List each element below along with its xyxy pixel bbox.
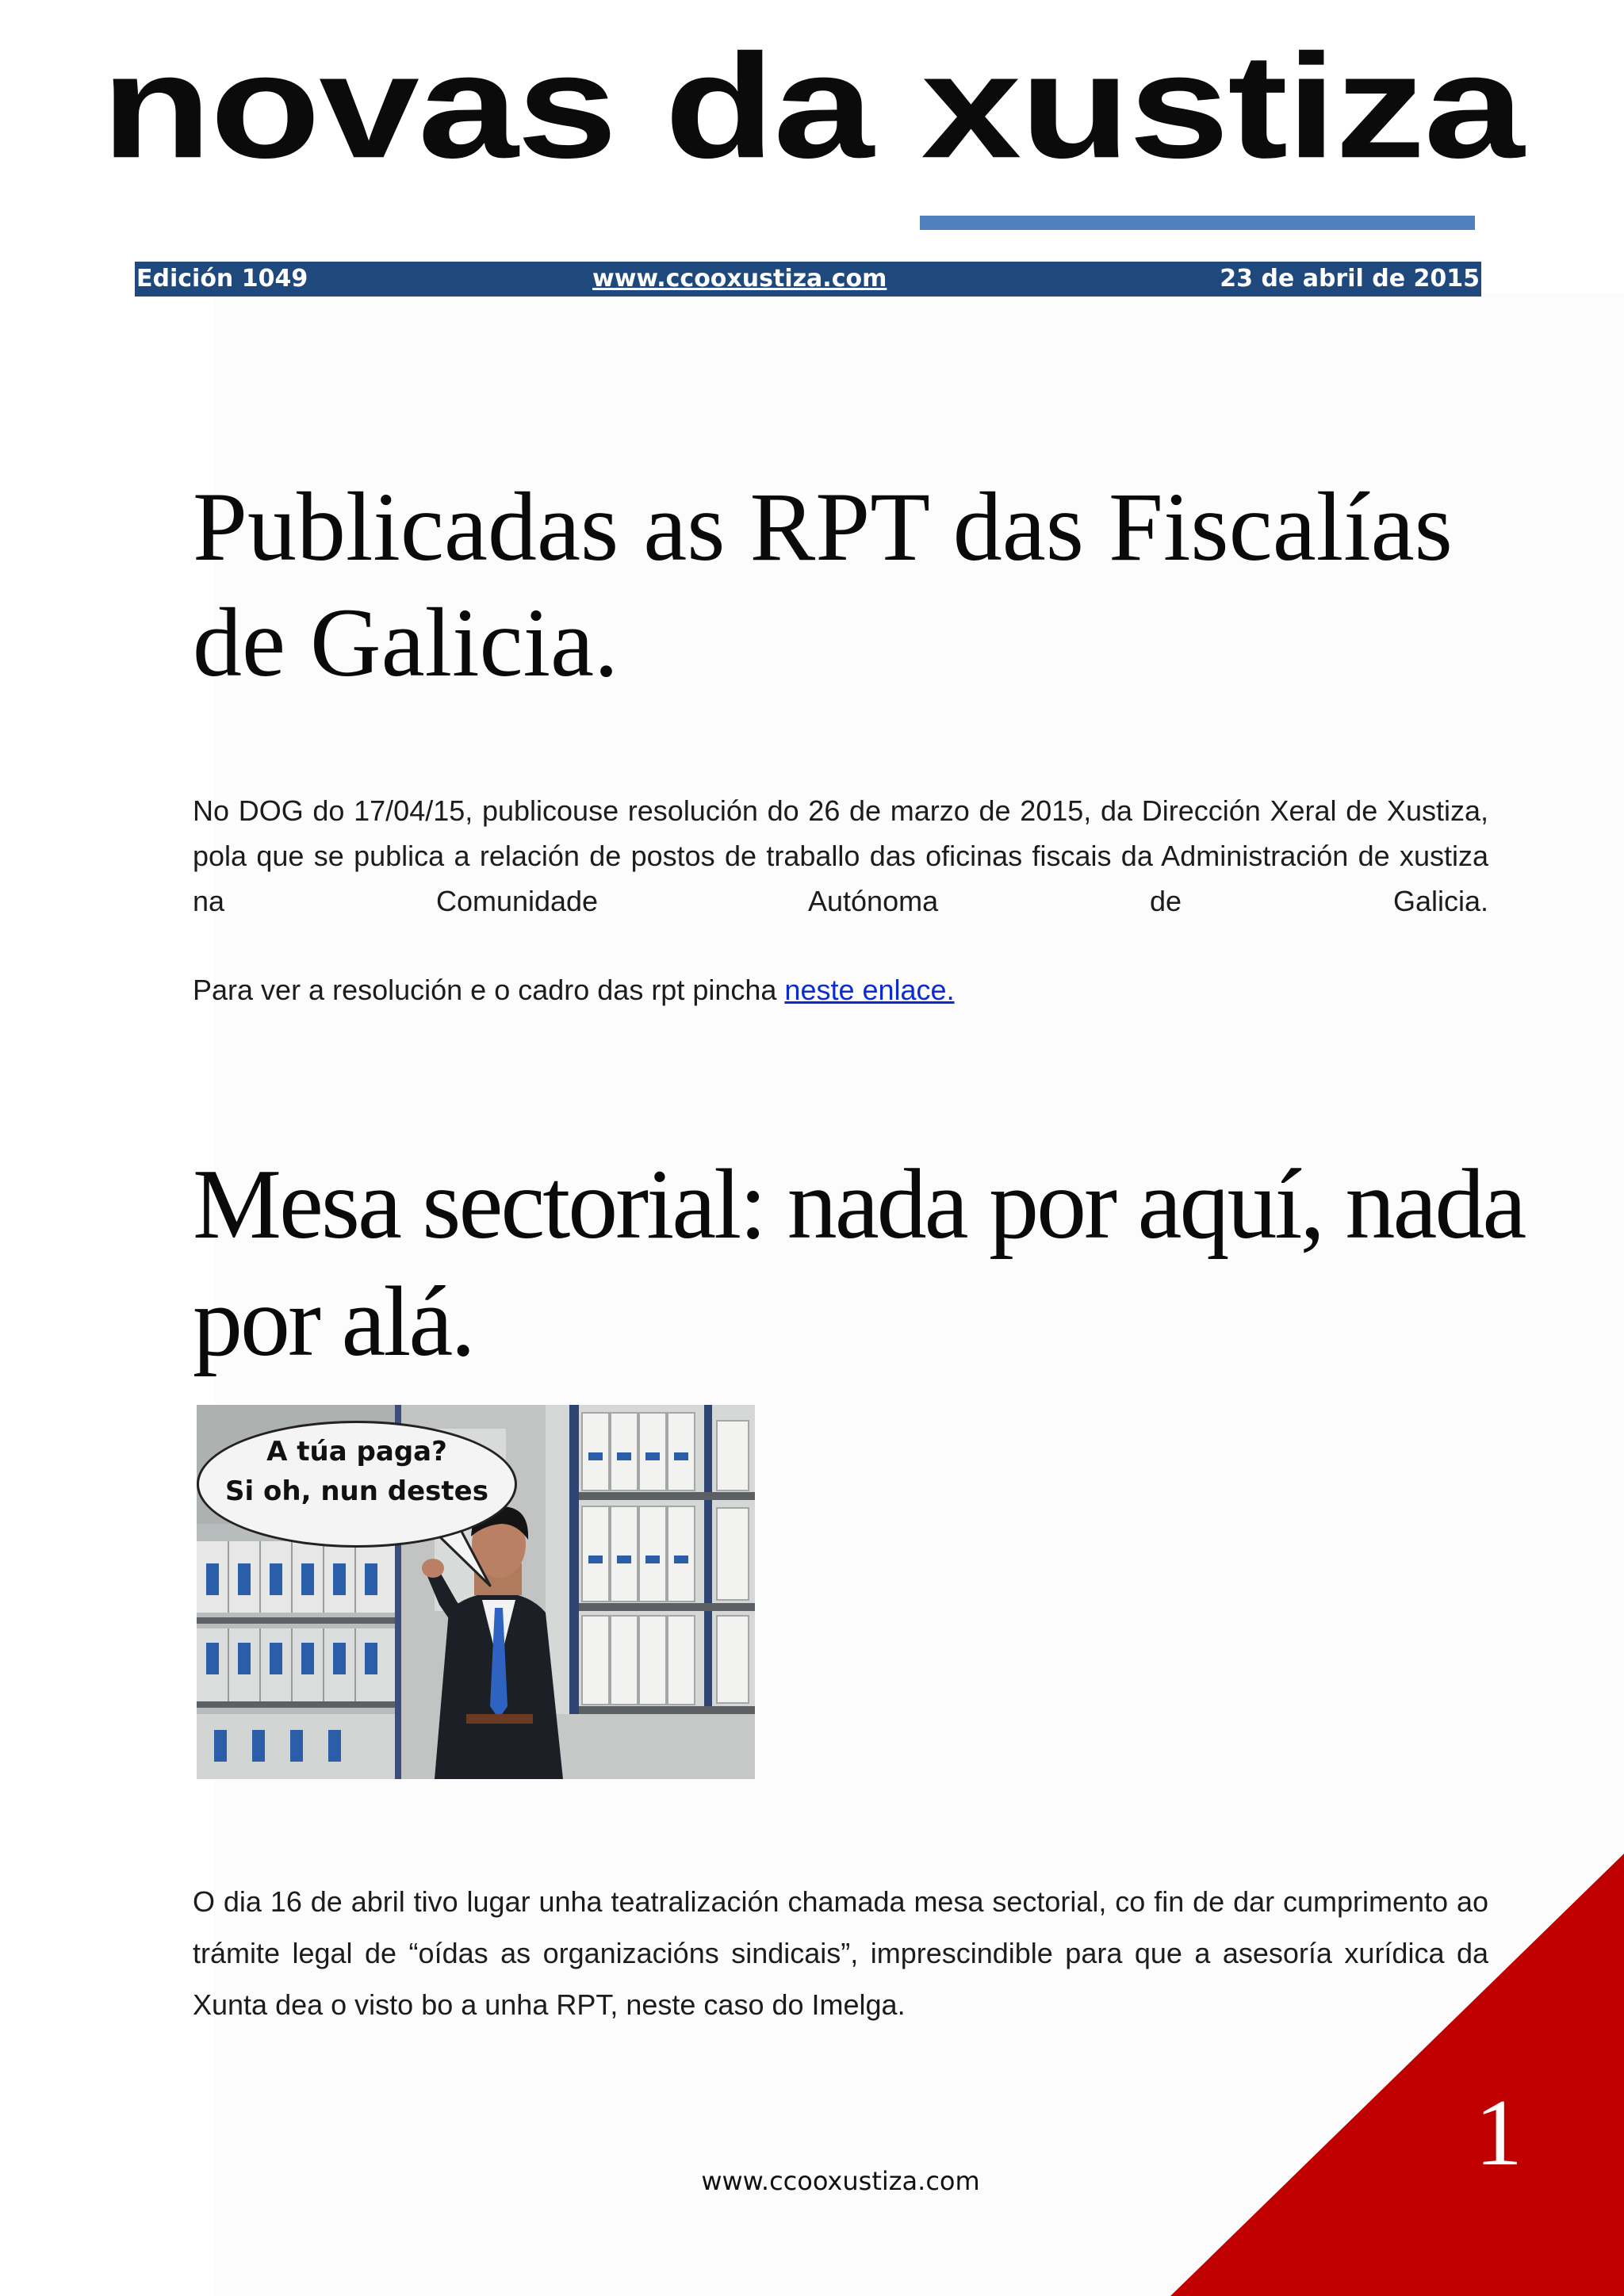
edition-date: 23 de abril de 2015 <box>1220 265 1480 293</box>
footer-website-link[interactable]: www.ccooxustiza.com <box>701 2166 980 2196</box>
bubble-line-2: Si oh, nun destes <box>225 1475 488 1507</box>
article2-photo <box>197 1405 755 1779</box>
article2-paragraph: O dia 16 de abril tivo lugar unha teatralización chamada mesa sectorial, co fin de dar cumprimento ao trámite legal de “oídas as organizacións sindicais”, imprescindible para que a asesoría xurídica da Xunta dea o visto bo a unha RPT, neste caso do Imelga. <box>193 1885 1488 2021</box>
edition-number: Edición 1049 <box>136 265 308 293</box>
link-intro: Para ver a resolución e o cadro das rpt pincha <box>193 974 785 1006</box>
page-corner-triangle <box>1170 1854 1624 2296</box>
article1-headline: Publicadas as RPT das Fiscalías de Galicia. <box>193 473 1453 697</box>
page-number: 1 <box>1475 2080 1522 2185</box>
masthead <box>0 24 1624 214</box>
header-website-link[interactable]: www.ccooxustiza.com <box>592 265 887 293</box>
bubble-line-1: A túa paga? <box>266 1436 447 1468</box>
newsletter-title: novas da xustiza <box>101 24 1523 189</box>
article2-headline: Mesa sectorial: nada por aquí, nada por alá. <box>193 1150 1525 1377</box>
speech-bubble-text <box>197 1432 517 1511</box>
article1-link-paragraph <box>193 967 1488 1012</box>
article1-paragraph: No DOG do 17/04/15, publicouse resolución do 26 de marzo de 2015, da Dirección Xeral de Xustiza, pola que se publica a relación de postos de traballo das oficinas fiscais da Administración de xustiza na Comunidade Autónoma de Galicia. <box>193 794 1488 917</box>
title-underline <box>920 216 1475 230</box>
edition-bar <box>135 262 1481 297</box>
resolution-link[interactable]: neste enlace. <box>784 974 955 1006</box>
